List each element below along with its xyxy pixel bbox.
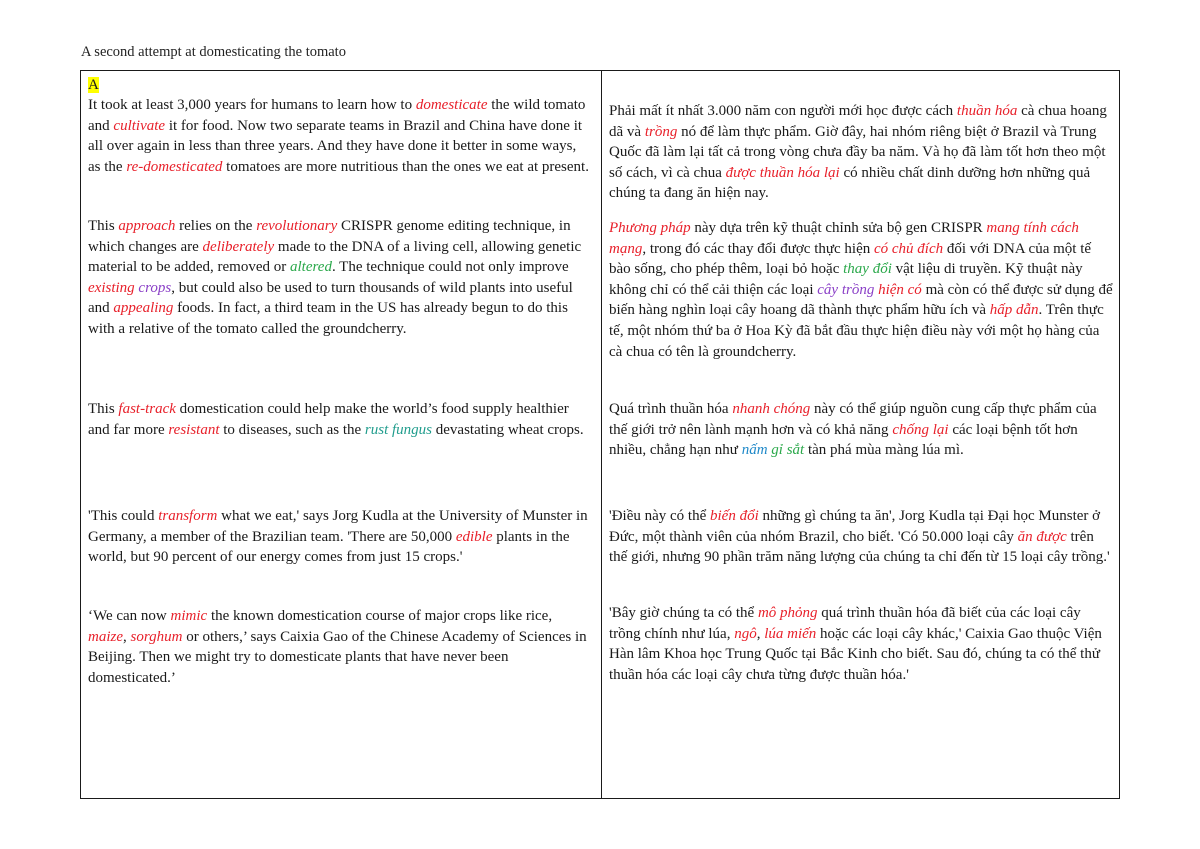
text-run: ‘We can now	[88, 608, 171, 624]
text-run: 'Bây giờ chúng ta có thể	[609, 605, 758, 621]
vocab-term: appealing	[113, 300, 174, 317]
vocab-term: fast-track	[118, 401, 176, 417]
text-run: . Trên thực tế, một nhóm thứ ba ở Hoa Kỳ đã bắt đầu thực hiện điều này với một họ hàng của cà chua có tên là groundcherry.	[609, 302, 1104, 360]
vocab-term: thay đổi	[843, 261, 892, 278]
document-title: A second attempt at domesticating the tomato	[81, 44, 346, 60]
text-run: the wild tomato and	[88, 97, 586, 134]
vocab-term: mô phỏng	[757, 605, 818, 621]
text-run: các loại bệnh tốt hơn nhiều, chẳng hạn như	[609, 421, 1078, 459]
vocab-term: gỉ sắt	[771, 442, 805, 459]
text-run: mà còn có thể được sử dụng để biến hàng nghìn loại cây hoang dã thành thực phẩm hữu ích và	[609, 281, 1113, 319]
text-run: . The technique could not only improve	[331, 259, 569, 276]
paragraph-text	[88, 216, 592, 340]
text-run: ,	[123, 628, 131, 645]
text-run: ,	[756, 625, 765, 642]
paragraph-text	[88, 95, 592, 177]
text-run: 'This could	[88, 508, 159, 524]
text-run: This	[88, 401, 119, 417]
vocab-term: mimic	[170, 608, 208, 624]
text-run: vật liệu di truyền. Kỹ thuật này không chỉ có thể cải thiện các loại	[609, 261, 1083, 298]
english-paragraph-4	[88, 506, 592, 568]
vocab-term: biến đổi	[710, 508, 759, 524]
vocab-term: được thuần hóa lại	[725, 164, 840, 181]
vocab-term: trồng	[644, 123, 678, 140]
column-divider	[601, 71, 602, 798]
text-run: relies on the	[175, 218, 257, 234]
text-run: , trong đó các thay đổi được thực hiện	[642, 240, 874, 257]
text-run: tàn phá mùa màng lúa mì.	[804, 442, 964, 459]
paragraph-text	[609, 101, 1113, 204]
text-run: này có thể giúp nguồn cung cấp thực phẩm của thế giới trở nên lành mạnh hơn và có khả năng	[609, 401, 1097, 438]
vocab-term: ăn được	[1017, 528, 1067, 545]
paragraph-text	[88, 606, 592, 688]
paragraph-text	[88, 399, 592, 440]
vietnamese-paragraph-5	[609, 603, 1113, 685]
text-run: CRISPR genome editing technique, in which changes are	[88, 218, 571, 255]
text-run: or others,’ says Caixia Gao of the Chinese Academy of Sciences in Beijing. Then we might try to domesticate plants that have never been domesticated.’	[88, 628, 587, 686]
text-run: it for food. Now two separate teams in Brazil and China have done it all over again in less than three years. And they have done it better in some ways, as the	[88, 117, 583, 175]
vocab-term: lúa miến	[764, 625, 817, 642]
vocab-term: Phương pháp	[609, 220, 691, 236]
translation-table	[80, 70, 1120, 799]
vocab-term: deliberately	[202, 238, 275, 255]
vocab-term: edible	[455, 528, 493, 545]
vocab-term: crops	[138, 279, 172, 296]
vocab-term: hiện có	[878, 281, 922, 298]
text-run: những gì chúng ta ăn', Jorg Kudla tại Đại học Munster ở Đức, một thành viên của nhóm Brazil, cho biết. 'Có 50.000 loại cây	[609, 508, 1101, 545]
vocab-term: sorghum	[130, 628, 183, 645]
text-run: This	[88, 218, 119, 234]
vocab-term: resistant	[168, 421, 220, 438]
vocab-term: mang tính cách mạng	[609, 220, 1079, 257]
text-run: Phải mất ít nhất 3.000 năm con người mới học được cách	[609, 103, 957, 119]
text-run: cà chua hoang dã và	[609, 103, 1107, 140]
text-run: , but could also be used to turn thousands of wild plants into useful and	[88, 279, 573, 317]
vocab-term: existing	[88, 279, 135, 296]
vietnamese-paragraph-4	[609, 506, 1113, 568]
vocab-term: hấp dẫn	[989, 302, 1039, 319]
text-run: devastating wheat crops.	[432, 421, 584, 438]
vocab-term: maize	[88, 628, 123, 645]
text-run: này dựa trên kỹ thuật chỉnh sửa bộ gen CRISPR	[690, 220, 987, 236]
section-label-cell	[88, 75, 592, 96]
section-label: A	[88, 77, 99, 93]
text-run: đối với DNA của một tế bào sống, cho phép thêm, loại bỏ hoặc	[609, 240, 1092, 278]
vocab-term: rust fungus	[364, 421, 433, 438]
text-run: Quá trình thuần hóa	[609, 401, 733, 417]
vietnamese-paragraph-3	[609, 399, 1113, 461]
paragraph-text	[609, 399, 1113, 461]
text-run: trên thế giới, nhưng 90 phần trăm năng lượng của chúng ta chỉ đến từ 15 loại cây trồng.'	[609, 528, 1110, 566]
text-run: made to the DNA of a living cell, allowing genetic material to be added, removed or	[88, 238, 582, 276]
vocab-term: transform	[158, 508, 218, 524]
vocab-term: thuần hóa	[956, 103, 1018, 119]
vocab-term: nhanh chóng	[732, 401, 811, 417]
text-run: It took at least 3,000 years for humans to learn how to	[88, 97, 416, 113]
paragraph-text	[609, 506, 1113, 568]
vietnamese-paragraph-2	[609, 218, 1113, 362]
vocab-term: re-domesticated	[126, 158, 223, 175]
text-run: hoặc các loại cây khác,' Caixia Gao thuộc Viện Hàn lâm Khoa học Trung Quốc tại Bắc Kinh cho biết. Sau đó, chúng ta có thể thử thuần hóa các loại cây chưa từng được thuần hóa.'	[609, 625, 1102, 683]
text-run: quá trình thuần hóa đã biết của các loại cây trồng chính như lúa,	[609, 605, 1081, 642]
english-paragraph-2	[88, 216, 592, 340]
text-run: what we eat,' says Jorg Kudla at the University of Munster in Germany, a member of the Brazilian team. 'There are 50,000	[88, 508, 588, 545]
english-paragraph-3	[88, 399, 592, 440]
text-run: tomatoes are more nutritious than the ones we eat at present.	[222, 158, 589, 175]
vocab-term: cultivate	[113, 117, 166, 134]
vocab-term: nấm	[741, 442, 768, 459]
text-run: 'Điều này có thể	[609, 508, 711, 524]
text-run: the known domestication course of major crops like rice,	[207, 608, 553, 624]
vocab-term: có chủ đích	[873, 240, 944, 257]
vocab-term: cây trồng	[817, 281, 875, 298]
english-paragraph-1	[88, 95, 592, 177]
text-run: to diseases, such as the	[219, 421, 365, 438]
text-run: plants in the world, but 90 percent of our energy comes from just 15 crops.'	[88, 528, 570, 566]
vocab-term: domesticate	[415, 97, 488, 113]
paragraph-text	[609, 218, 1113, 362]
vocab-term: ngô	[734, 625, 757, 642]
paragraph-text	[609, 603, 1113, 685]
vocab-term: revolutionary	[256, 218, 338, 234]
text-run: foods. In fact, a third team in the US has already begun to do this with a relative of the tomato called the groundcherry.	[88, 300, 568, 337]
text-run: nó để làm thực phẩm. Giờ đây, hai nhóm riêng biệt ở Brazil và Trung Quốc đã làm lại tất cả trong vòng chưa đầy ba năm. Và họ đã làm tốt hơn theo một số cách, vì cà chua	[609, 123, 1106, 181]
english-paragraph-5	[88, 606, 592, 688]
text-run: có nhiều chất dinh dưỡng hơn những quả chúng ta đang ăn hiện nay.	[609, 164, 1091, 202]
paragraph-text	[88, 506, 592, 568]
vocab-term: chống lại	[892, 421, 949, 438]
vocab-term: approach	[118, 218, 176, 234]
vocab-term: altered	[290, 259, 332, 276]
vietnamese-paragraph-1	[609, 101, 1113, 204]
text-run: domestication could help make the world’s food supply healthier and far more	[88, 401, 569, 438]
